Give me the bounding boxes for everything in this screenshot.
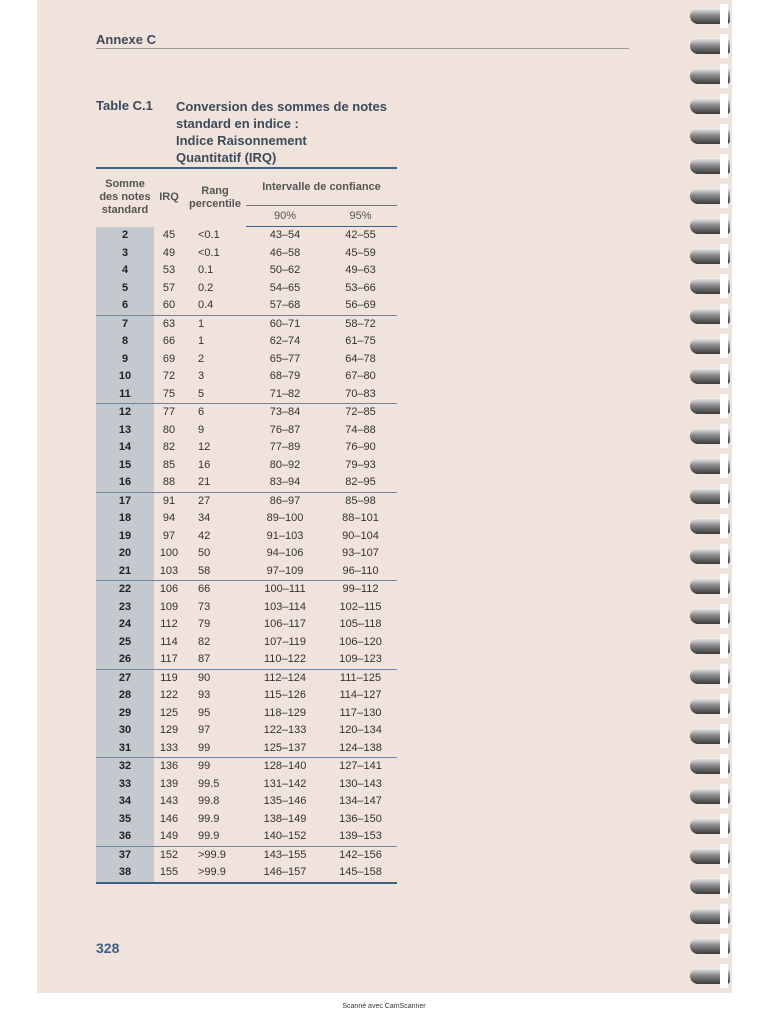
cell-ci90: 115–126 — [263, 689, 306, 701]
table-row — [96, 439, 397, 457]
cell-irq: 129 — [159, 724, 179, 736]
cell-somme: 6 — [96, 297, 154, 315]
scanner-footer: Scanné avec CamScanner — [342, 1003, 426, 1010]
cell-ci95: 96–110 — [324, 563, 397, 581]
cell-ci95: 90–104 — [342, 529, 379, 542]
cell-irq: 85 — [162, 458, 176, 471]
cell-rang: <0.1 — [198, 228, 220, 241]
cell-ci90: 60–71 — [269, 317, 301, 330]
cell-ci90: 50–62 — [269, 264, 301, 276]
table-row — [96, 510, 397, 528]
binding-ring — [690, 278, 730, 294]
cell-rang: 16 — [198, 458, 211, 471]
cell-somme: 29 — [96, 705, 154, 723]
binding-ring — [690, 758, 730, 774]
cell-irq: 91 — [162, 494, 176, 507]
binding-ring — [690, 638, 730, 654]
cell-somme: 17 — [96, 492, 154, 510]
cell-irq: 146 — [159, 812, 179, 825]
cell-ci90: 100–111 — [264, 583, 306, 595]
cell-somme: 7 — [96, 315, 154, 333]
binding-ring — [690, 248, 730, 264]
table-label: Table C.1 — [96, 98, 153, 113]
cell-irq: 53 — [162, 264, 176, 276]
binding-ring — [690, 368, 730, 384]
cell-ci95: 67–80 — [345, 370, 376, 382]
cell-rang: 5 — [184, 386, 246, 404]
table-row — [96, 492, 397, 510]
cell-somme: 35 — [96, 811, 154, 829]
cell-ci90: 91–103 — [266, 529, 304, 542]
table-row — [96, 351, 397, 369]
binding-ring — [690, 428, 730, 444]
cell-rang: 99.8 — [198, 795, 220, 807]
table-row — [96, 563, 397, 581]
table-row — [96, 705, 397, 723]
cell-rang: 50 — [198, 547, 211, 559]
cell-ci90: 107–119 — [263, 635, 306, 648]
binding-ring — [690, 728, 730, 744]
cell-ci95: 72–85 — [345, 406, 376, 418]
cell-irq: 45 — [162, 228, 176, 241]
cell-somme: 4 — [96, 262, 154, 280]
cell-irq: 139 — [159, 777, 179, 790]
table-row — [96, 368, 397, 386]
cell-irq: 125 — [159, 706, 179, 719]
cell-somme: 33 — [96, 776, 154, 794]
cell-somme: 21 — [96, 563, 154, 581]
binding-ring — [690, 308, 730, 324]
cell-ci95: 145–158 — [324, 864, 397, 883]
cell-ci90: 94–106 — [266, 547, 304, 559]
cell-somme: 25 — [96, 634, 154, 652]
cell-rang: 0.4 — [184, 297, 246, 315]
cell-ci90: 131–142 — [263, 777, 307, 790]
binding-ring — [690, 848, 730, 864]
cell-ci90: 57–68 — [246, 297, 324, 315]
table-row — [96, 245, 397, 263]
cell-irq: 60 — [154, 297, 184, 315]
binding-ring — [690, 788, 730, 804]
cell-ci95: 114–127 — [339, 689, 382, 701]
cell-ci95: 134–147 — [339, 795, 382, 807]
cell-somme: 23 — [96, 599, 154, 617]
table-title-line: Indice Raisonnement — [176, 133, 307, 148]
cell-ci90: 71–82 — [246, 386, 324, 404]
binding-ring — [690, 518, 730, 534]
table-row — [96, 280, 397, 298]
cell-irq: 109 — [159, 600, 179, 613]
cell-ci95: 82–95 — [324, 474, 397, 492]
cell-irq: 75 — [154, 386, 184, 404]
cell-somme: 12 — [96, 404, 154, 422]
binding-ring — [690, 188, 730, 204]
table-row — [96, 297, 397, 315]
cell-rang: 99.9 — [184, 828, 246, 846]
cell-ci95: 109–123 — [324, 651, 397, 669]
col-header-irq: IRQ — [154, 168, 184, 227]
cell-rang: 21 — [184, 474, 246, 492]
binding-ring — [690, 158, 730, 174]
header-divider — [96, 48, 629, 49]
table-row — [96, 758, 397, 776]
cell-irq: 100 — [159, 547, 179, 559]
cell-rang: 87 — [184, 651, 246, 669]
cell-ci90: 76–87 — [269, 423, 301, 436]
binding-ring — [690, 578, 730, 594]
cell-ci95: 76–90 — [345, 441, 376, 453]
table-row — [96, 828, 397, 846]
binding-ring — [690, 128, 730, 144]
cell-irq: 122 — [159, 689, 179, 701]
cell-ci90: 83–94 — [246, 474, 324, 492]
cell-rang: 99.9 — [198, 812, 220, 825]
cell-somme: 20 — [96, 545, 154, 563]
cell-ci90: 97–109 — [246, 563, 324, 581]
table-row — [96, 864, 397, 883]
cell-irq: 69 — [162, 352, 176, 365]
cell-somme: 19 — [96, 528, 154, 546]
cell-somme: 2 — [96, 227, 154, 245]
cell-ci95: 142–156 — [339, 848, 382, 861]
cell-somme: 36 — [96, 828, 154, 846]
cell-somme: 10 — [96, 368, 154, 386]
col-header-intervalle: Intervalle de confiance — [246, 168, 397, 206]
cell-ci90: 128–140 — [263, 760, 307, 772]
cell-somme: 13 — [96, 422, 154, 440]
binding-ring — [690, 878, 730, 894]
cell-irq: 80 — [162, 423, 176, 436]
binding-ring — [690, 698, 730, 714]
cell-somme: 27 — [96, 669, 154, 687]
cell-ci90: 146–157 — [246, 864, 324, 883]
cell-ci95: 58–72 — [345, 317, 376, 330]
col-header-rang: Rang percentile — [184, 168, 246, 227]
binding-ring — [690, 8, 730, 24]
cell-rang: 3 — [198, 370, 205, 382]
cell-ci90: 122–133 — [263, 724, 307, 736]
table-row — [96, 422, 397, 440]
table-row — [96, 669, 397, 687]
section-header: Annexe C — [96, 32, 156, 47]
conversion-table — [96, 167, 397, 884]
cell-somme: 5 — [96, 280, 154, 298]
cell-ci95: 130–143 — [339, 777, 382, 790]
page-number: 328 — [96, 940, 120, 956]
cell-ci90: 138–149 — [263, 812, 307, 825]
binding-ring — [690, 98, 730, 114]
binding-ring — [690, 398, 730, 414]
table-row — [96, 793, 397, 811]
cell-ci95: 64–78 — [345, 352, 376, 365]
binding-ring — [690, 668, 730, 684]
cell-ci95: 124–138 — [324, 740, 397, 758]
binding-ring — [690, 488, 730, 504]
table-row — [96, 386, 397, 404]
table-row — [96, 457, 397, 475]
table-row — [96, 811, 397, 829]
cell-ci90: 135–146 — [263, 795, 307, 807]
table-row — [96, 474, 397, 492]
cell-rang: >99.9 — [184, 864, 246, 883]
cell-ci95: 93–107 — [342, 547, 379, 559]
cell-irq: 143 — [159, 795, 179, 807]
cell-irq: 63 — [162, 317, 176, 330]
cell-irq: 106 — [159, 583, 179, 595]
cell-somme: 34 — [96, 793, 154, 811]
table-row — [96, 315, 397, 333]
table-row — [96, 776, 397, 794]
col-header-somme: Somme des notes standard — [96, 168, 154, 227]
cell-ci90: 73–84 — [269, 406, 301, 418]
cell-somme: 38 — [96, 864, 154, 883]
table-row — [96, 545, 397, 563]
cell-ci95: 120–134 — [339, 724, 382, 736]
cell-ci95: 111–125 — [339, 671, 382, 684]
cell-ci95: 70–83 — [324, 386, 397, 404]
table-title-line: standard en indice : — [176, 116, 299, 131]
cell-ci90: 80–92 — [269, 458, 301, 471]
cell-rang: 66 — [198, 583, 211, 595]
cell-irq: 155 — [154, 864, 184, 883]
cell-rang: 27 — [198, 494, 211, 507]
cell-ci95: 56–69 — [324, 297, 397, 315]
binding-ring — [690, 908, 730, 924]
cell-irq: 114 — [160, 635, 178, 648]
cell-rang: 73 — [198, 600, 211, 613]
cell-somme: 26 — [96, 651, 154, 669]
cell-ci90: 125–137 — [246, 740, 324, 758]
cell-somme: 8 — [96, 333, 154, 351]
cell-ci90: 106–117 — [263, 618, 306, 630]
cell-ci90: 140–152 — [246, 828, 324, 846]
table-title-line: Conversion des sommes de notes — [176, 99, 387, 114]
cell-ci95: 45–59 — [345, 246, 376, 259]
spiral-binding — [688, 0, 732, 993]
cell-ci95: 139–153 — [324, 828, 397, 846]
cell-ci90: 118–129 — [263, 706, 306, 719]
table-row — [96, 333, 397, 351]
cell-irq: 117 — [154, 651, 184, 669]
binding-ring — [690, 818, 730, 834]
cell-ci95: 106–120 — [339, 635, 382, 648]
cell-irq: 133 — [154, 740, 184, 758]
cell-rang: 93 — [198, 689, 211, 701]
table-row — [96, 651, 397, 669]
cell-somme: 28 — [96, 687, 154, 705]
cell-ci90: 65–77 — [269, 352, 301, 365]
cell-ci95: 136–150 — [339, 812, 382, 825]
cell-irq: 49 — [162, 246, 176, 259]
cell-rang: 97 — [198, 724, 211, 736]
table-body — [96, 227, 397, 883]
cell-rang: 99 — [184, 740, 246, 758]
cell-rang: 1 — [198, 335, 205, 347]
table-row — [96, 404, 397, 422]
cell-rang: 9 — [198, 423, 205, 436]
table-row — [96, 599, 397, 617]
cell-ci95: 117–130 — [339, 706, 382, 719]
binding-ring — [690, 338, 730, 354]
table-row — [96, 262, 397, 280]
binding-ring — [690, 218, 730, 234]
cell-rang: 99 — [198, 760, 211, 772]
cell-ci90: 110–122 — [246, 651, 324, 669]
cell-somme: 9 — [96, 351, 154, 369]
cell-rang: 42 — [198, 529, 211, 542]
cell-ci95: 102–115 — [339, 600, 382, 613]
cell-somme: 18 — [96, 510, 154, 528]
cell-irq: 112 — [160, 618, 178, 630]
binding-ring — [690, 548, 730, 564]
cell-ci95: 105–118 — [339, 618, 382, 630]
table-title — [176, 98, 416, 166]
cell-somme: 16 — [96, 474, 154, 492]
binding-ring — [690, 38, 730, 54]
cell-ci95: 42–55 — [345, 229, 376, 241]
table-row — [96, 616, 397, 634]
cell-irq: 97 — [162, 529, 176, 542]
cell-ci95: 49–63 — [345, 264, 376, 276]
cell-ci95: 88–101 — [342, 512, 379, 524]
cell-somme: 15 — [96, 457, 154, 475]
binding-ring — [690, 608, 730, 624]
binding-ring — [690, 968, 730, 984]
cell-rang: 79 — [198, 618, 211, 630]
col-header-95: 95% — [324, 206, 397, 227]
cell-somme: 3 — [96, 245, 154, 263]
cell-ci95: 127–141 — [339, 760, 382, 772]
document-page — [37, 0, 732, 993]
cell-ci90: 54–65 — [269, 281, 301, 294]
cell-rang: 99.5 — [198, 777, 220, 790]
cell-rang: 95 — [198, 706, 211, 719]
binding-ring — [690, 938, 730, 954]
cell-rang: 2 — [198, 352, 205, 365]
cell-somme: 22 — [96, 581, 154, 599]
cell-irq: 119 — [160, 671, 178, 684]
cell-somme: 11 — [96, 386, 154, 404]
cell-ci95: 99–112 — [342, 583, 379, 595]
cell-ci90: 46–58 — [269, 246, 301, 259]
cell-irq: 152 — [159, 848, 179, 861]
table-row — [96, 687, 397, 705]
table-row — [96, 740, 397, 758]
cell-ci90: 112–124 — [263, 671, 306, 684]
cell-rang: 0.2 — [198, 281, 214, 294]
cell-irq: 94 — [162, 512, 176, 524]
cell-rang: 0.1 — [198, 264, 214, 276]
cell-rang: <0.1 — [198, 246, 220, 259]
cell-irq: 136 — [159, 760, 179, 772]
cell-irq: 149 — [154, 828, 184, 846]
cell-ci90: 143–155 — [263, 848, 307, 861]
table-row — [96, 722, 397, 740]
cell-ci90: 86–97 — [269, 494, 301, 507]
cell-somme: 14 — [96, 439, 154, 457]
cell-irq: 77 — [162, 406, 176, 418]
table-title-line: Quantitatif (IRQ) — [176, 150, 277, 165]
cell-ci90: 77–89 — [269, 441, 301, 453]
cell-irq: 57 — [162, 281, 176, 294]
binding-ring — [690, 68, 730, 84]
cell-ci90: 43–54 — [269, 229, 301, 241]
cell-somme: 30 — [96, 722, 154, 740]
cell-rang: 34 — [198, 512, 211, 524]
cell-rang: >99.9 — [198, 848, 226, 861]
cell-irq: 82 — [162, 441, 176, 453]
cell-rang: 6 — [198, 406, 205, 418]
table-row — [96, 846, 397, 864]
cell-rang: 90 — [198, 671, 211, 684]
cell-ci95: 61–75 — [345, 335, 376, 347]
cell-somme: 31 — [96, 740, 154, 758]
cell-ci95: 74–88 — [345, 423, 376, 436]
cell-ci90: 68–79 — [269, 370, 301, 382]
cell-rang: 12 — [198, 441, 211, 453]
table-row — [96, 227, 397, 245]
cell-ci95: 85–98 — [345, 494, 376, 507]
cell-rang: 82 — [198, 635, 211, 648]
table-row — [96, 528, 397, 546]
cell-ci90: 103–114 — [263, 600, 306, 613]
col-header-90: 90% — [246, 206, 324, 227]
cell-ci90: 89–100 — [266, 512, 304, 524]
cell-ci95: 79–93 — [345, 458, 376, 471]
cell-somme: 24 — [96, 616, 154, 634]
cell-somme: 32 — [96, 758, 154, 776]
table-row — [96, 634, 397, 652]
cell-irq: 66 — [162, 335, 176, 347]
cell-irq: 103 — [154, 563, 184, 581]
binding-ring — [690, 458, 730, 474]
cell-rang: 1 — [198, 317, 205, 330]
cell-somme: 37 — [96, 846, 154, 864]
table-row — [96, 581, 397, 599]
cell-rang: 58 — [184, 563, 246, 581]
cell-irq: 72 — [162, 370, 176, 382]
cell-ci95: 53–66 — [345, 281, 376, 294]
cell-ci90: 62–74 — [269, 335, 301, 347]
cell-irq: 88 — [154, 474, 184, 492]
